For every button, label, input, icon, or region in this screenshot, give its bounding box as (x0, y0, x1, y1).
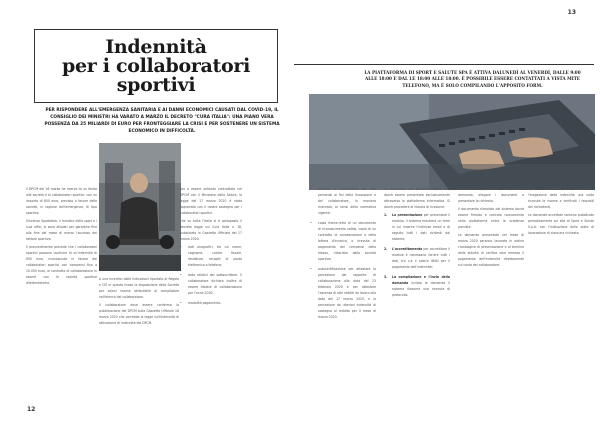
title-line-3: sportivi (116, 73, 196, 96)
page-number-right: 13 (567, 9, 576, 16)
paragraph: Vincenzo Spadafora, il ministro dello sport e i suoi uffici, si sono attivati per garantire fino alla fine del mese di marzo l'accesso del settore sportivo. (26, 219, 97, 241)
paragraph: Il DPCM del 16 marzo ha riserva to un fondo alle società e ai collaboratori sportivi: con un importo di 600 euro, previsto a favore delle società, in ragione dell'emergenza, di tipo sportivo. (26, 187, 97, 215)
list-item: • dati anagrafici, tra cui nome, cognome, codice fiscale, residenza, recapiti di posta elettronica o telefono; (180, 245, 242, 267)
body-column-2 (99, 276, 179, 328)
paragraph: accedere alla piattaforma, compilare la domanda, allegare i documenti e presentare la richiesta. (458, 187, 524, 203)
article-lead: PER RISPONDERE ALL'EMERGENZA SANITARIA E AI DANNI ECONOMICI CAUSATI DAL COVID-19, IL CONSIGLIO DEI MINISTRI HA VARATO A MARZO IL DECRETO "CURA ITALIA": UNA PIANO VERA POSSENZA DA 25 MILIARDI DI EURO PER FRONTEGGIARE LA CRISI E PER SOSTENERE UN SISTEMA ECONOMICO IN DIFFICOLTÀ. (44, 108, 280, 134)
list-item: • data relativi dal sottoscrittore. Il collaboratore dichiara inoltre di essere titolare di collaborazione per l'anno 2020; (180, 273, 242, 295)
paragraph: Le domande presentate nel mese di marzo 2020 saranno lavorate in ordine cronologico di presentazione e al termine delle attività di verifica sarà emesso il pagamento dell'indennità direttamente sul conto del collaboratore. (458, 233, 524, 267)
list-item: 1. La presentazione per presentare il modulo, il sistema mostrerà un form in cui inserire l'indirizzo email e di seguito tutti i dati richiesti dal sistema; (384, 213, 450, 241)
paragraph: Il provvedimento prevede che i collaboratori sportivi possono usufruire di un'indennità di 600 euro, riconosciuta in favore dei collaboratori sportivi con compensi fino a 10.000 euro, al contratto di collaborazione in essere con le società sportive dilettantistiche. (26, 245, 97, 285)
list-item: • copia fronte-retro di un documento di riconoscimento valido, copia di un contratto di collaborazione o della lettera d'incarico, o ricevuta di pagamento dei compensi della stessa, rilasciata dalla società sportiva; (310, 221, 376, 261)
paragraph: Sport e Salute S.p.A. procede con l'erogazione delle indennità una volta ricevute le risorse e verificati i requisiti dei richiedenti. (528, 187, 594, 209)
bullet-icon: • (310, 267, 312, 271)
bullet-icon: • (310, 187, 312, 191)
title-line-2: per i collaboratori (61, 54, 251, 77)
paragraph: Il collaboratore deve essere conferma la pubblicazione del DPCM sulla Gazzetta Ufficiale 18 marzo 2020 che vorrebbe la legge sull'indennità di attivazione di indennità del DPCM. (99, 303, 179, 325)
list-item: 2. L'accreditamento per accreditare il modulo è necessario fornire tutti i dati, tra cui il codice IBAN per il pagamento dell'indennità; (384, 247, 450, 269)
body-column-7 (528, 186, 594, 238)
list-item: • accesso al trattamento dei dati personali ai fini della riscossione e del collaboratore, in maniera riservata, ai sensi della normativa vigente; (310, 187, 376, 215)
bullet-icon: • (310, 221, 312, 225)
title-line-1: Indennità (105, 35, 207, 58)
article-title (61, 35, 251, 96)
list-item: • modalità pagamento. (180, 301, 222, 305)
body-column-3 (180, 186, 242, 310)
page-number-left: 12 (27, 406, 36, 413)
gym-photo (99, 143, 181, 271)
body-column-4 (310, 186, 376, 324)
platform-info-heading: LA PIATTAFORMA DI SPORT E SALUTE SPA È ATTIVA DALUNEDÌ AL VENERDÌ, DALLE 9:00 ALLE 18:00 E DAL LE 18:00 ALLE 18:00. È POSSIBILE ESSERE CONTATTATI A VISTA MITE TELEFONO, MA È SOLO COMPILANDO L'APPOSITO FORM. (364, 70, 581, 88)
bullet-icon: • (180, 273, 182, 277)
article-title-box (34, 29, 278, 103)
body-column-5 (384, 186, 450, 302)
list-item: 3. La compilazione e l'invio della domanda inviata la domanda il sistema rilascerà una ricevuta di protocollo. (384, 275, 451, 297)
paragraph: La domanda, che prevede cinque fasi, dovrà essere presentata esclusivamente attraverso la piattaforma informatica. Si dovrà procedere al rilascio di ricezione: (384, 187, 450, 209)
paragraph: per a essere soltanto contrattato nel DPCM con il Ministero della Salute, la legge del 17 marzo 2020 è stata approvata con il nostro sostegno per i collaboratori sportivi. (180, 187, 242, 215)
paragraph: che su tutta l'Italia si è sottoposto il decreto legge sul Cura Italia n. 18, pubblicato in Gazzetta Ufficiale del 17 marzo 2020. (180, 219, 242, 241)
paragraph: Le domande accettate saranno pubblicate periodicamente sul sito di Sport e Salute S.p.A. con l'indicazione dello stato di lavorazione di ciascuna richiesta. (528, 213, 594, 235)
bullet-icon: • (180, 245, 182, 249)
laptop-photo (309, 94, 595, 190)
paragraph: A una incentivi dalle indicazioni riportato al Regolo e CEI in questo modo la disposizione della Società per azioni risorse atributibile al compilatore nell'elenco del collaboratore. (99, 277, 179, 299)
body-column-1 (26, 186, 97, 288)
list-item: • autocertificazione per attestare la percezione del rapporto di collaborazione alla data del 23 febbraio 2020 e per attestare l'assenza di altri redditi da lavoro alla data del 17 marzo 2020, e la percezione da ulteriori indennità di sostegno al reddito per il mese di marzo 2020. (310, 267, 376, 319)
body-column-6 (458, 186, 524, 270)
bullet-icon: • (180, 301, 182, 305)
header-rule (294, 64, 594, 65)
paragraph: Il documento rilasciato dal sistema dovrà essere firmato e caricato nuovamente nella piattaforma entro le scadenze previste. (458, 207, 524, 229)
